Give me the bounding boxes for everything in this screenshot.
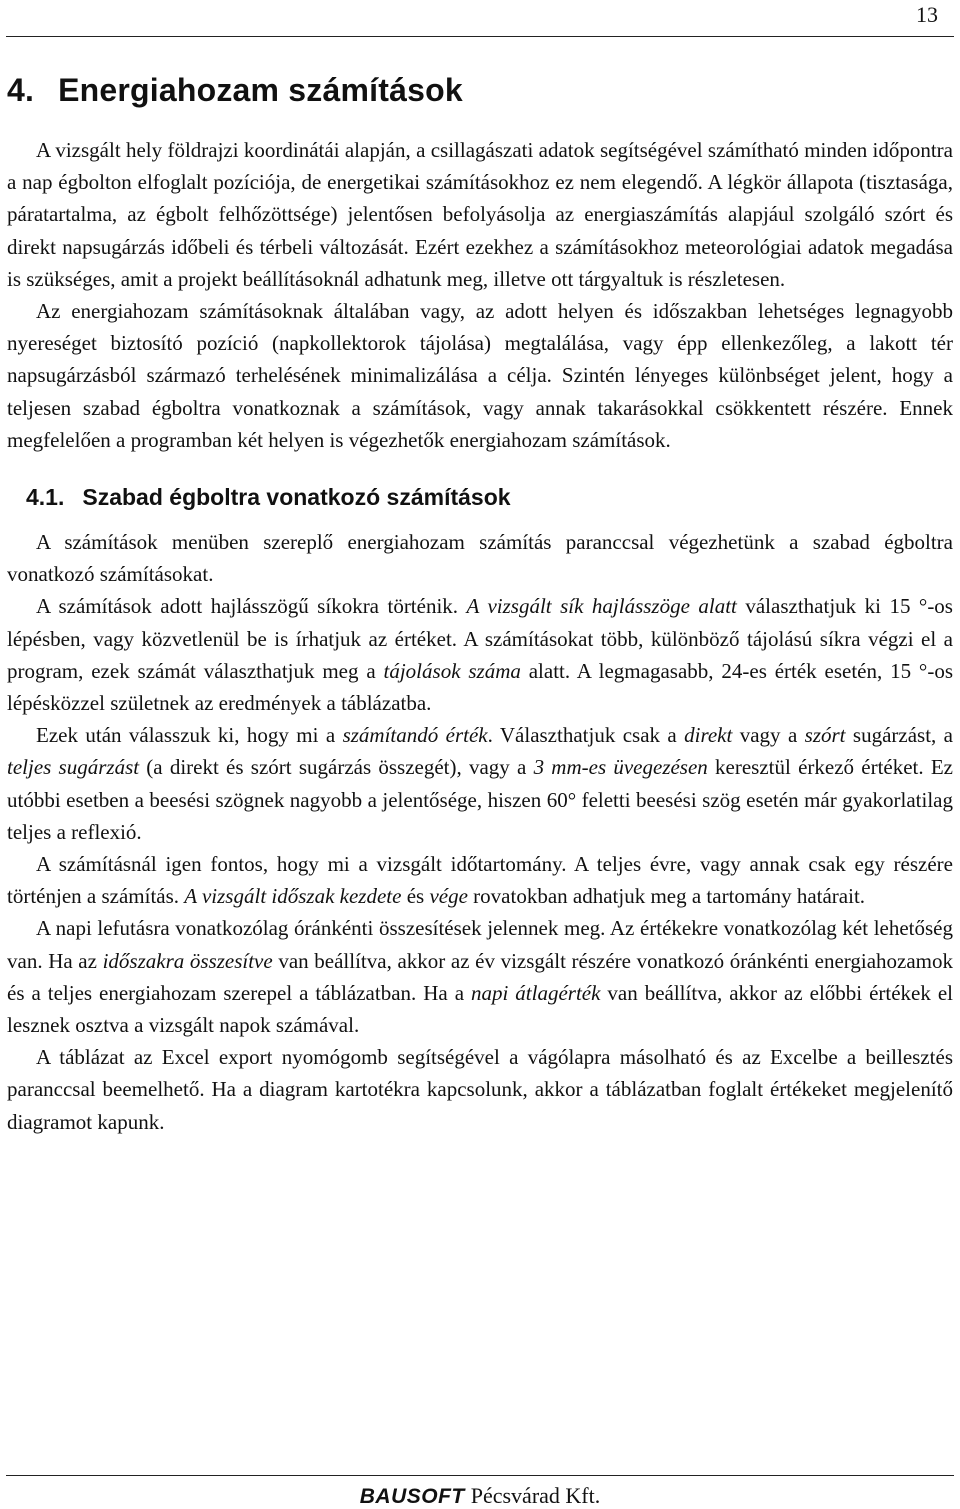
italic-term: direkt [684,723,733,748]
footer-rule [6,1475,954,1476]
paragraph: A számítások adott hajlásszögű síkokra történik. A vizsgált sík hajlásszöge alatt választhatjuk ki 15 °-os lépésben, vagy közvetlenül be is írhatjuk az értéket. A számításokat több, különböző tájolású síkra végzi el a program, ezek számát választhatjuk meg a tájolások száma alatt. A legmagasabb, 24-es érték esetén, 15 °-os lépésközzel születnek az eredmények a táblázatba. [7,594,953,716]
italic-term: A vizsgált sík hajlásszöge alatt [466,594,737,619]
section-title: Energiahozam számítások [58,72,463,108]
section-number: 4. [7,72,35,108]
italic-term: teljes sugárzást [7,755,140,780]
paragraph: A táblázat az Excel export nyomógomb segítségével a vágólapra másolható és az Excelbe a beillesztés paranccsal beemelhető. Ha a diagram kartotékra kapcsolunk, akkor a táblázatban foglalt értékeket megjelenítő diagramot kapunk. [7,1045,953,1134]
footer-company: Pécsvárad Kft. [470,1483,601,1508]
subsection-number: 4.1. [26,484,65,511]
italic-term: időszakra összesítve [102,948,273,973]
italic-term: tájolások száma [383,658,521,683]
bausoft-logo: BAUSOFT [359,1485,465,1508]
italic-term: napi átlagérték [471,980,601,1005]
paragraph: A napi lefutásra vonatkozólag óránkénti összesítések jelennek meg. Az értékekre vonatkozólag két lehetőség van. Ha az időszakra összesítve van beállítva, akkor az év vizsgált részére vonatkozó óránkénti energiahozamok és a teljes energiahozam szerepel a táblázatban. Ha a napi átlagérték van beállítva, akkor az előbbi értékek el lesznek osztva a vizsgált napok számával. [7,916,954,1038]
paragraph: Ezek után válasszuk ki, hogy mi a számítandó érték. Választhatjuk csak a direkt vagy a szórt sugárzást, a teljes sugárzást (a direkt és szórt sugárzás összegét), vagy a 3 mm-es üvegezésen keresztül érkező értéket. Ez utóbbi esetben a beesési szögnek nagyobb a jelentősége, hiszen 60° feletti beesési szög esetén már gyakorlatilag teljes a reflexió. [7,723,954,844]
subsection-heading [7,480,953,514]
italic-term: 3 mm-es üvegezésen [533,755,708,780]
italic-term: A vizsgált időszak kezdete [184,884,402,909]
page-content [7,68,953,1138]
paragraph: A vizsgált hely földrajzi koordinátái alapján, a csillagászati adatok segítségével számítható minden időpontra a nap égbolton elfoglalt pozíciója, de energetikai számításokhoz ez nem elegendő. A légkör állapota (tisztasága, páratartalma, az égbolt felhőzöttsége) jelentősen befolyásolja az energiaszámítás alapjául szolgáló szórt és direkt napsugárzás időbeli és térbeli változását. Ezért ezekhez a számításokhoz meteorológiai adatok megadása is szükséges, amit a projekt beállításoknál adhatunk meg, illetve ott tárgyaltuk is részletesen. [7,138,953,291]
paragraph: A számítások menüben szereplő energiahozam számítás paranccsal végezhetünk a szabad égboltra vonatkozó számításokat. [7,530,953,587]
header-rule [6,36,954,37]
section-heading [7,68,953,112]
paragraph: A számításnál igen fontos, hogy mi a vizsgált időtartomány. A teljes évre, vagy annak csak egy részére történjen a számítás. A vizsgált időszak kezdete és vége rovatokban adhatjuk meg a tartomány határait. [7,852,953,909]
italic-term: vége [429,884,468,909]
italic-term: számítandó érték [342,723,488,748]
subsection-title: Szabad égboltra vonatkozó számítások [82,484,511,511]
page-number: 13 [916,2,938,27]
italic-term: szórt [804,723,846,748]
paragraph: Az energiahozam számításoknak általában vagy, az adott helyen és időszakban lehetséges legnagyobb nyereséget biztosító pozíció (napkollektorok tájolása) megtalálása, vagy épp ellenkezőleg, a lakott tér napsugárzásból származó terhelésének minimalizálása a célja. Szintén lényeges különbséget jelent, hogy a teljesen szabad égboltra vonatkoznak a számítások, vagy annak takarásokkal csökkentett részére. Ennek megfelelően a programban két helyen is végezhetők energiahozam számítások. [7,299,953,452]
footer [0,1483,960,1509]
